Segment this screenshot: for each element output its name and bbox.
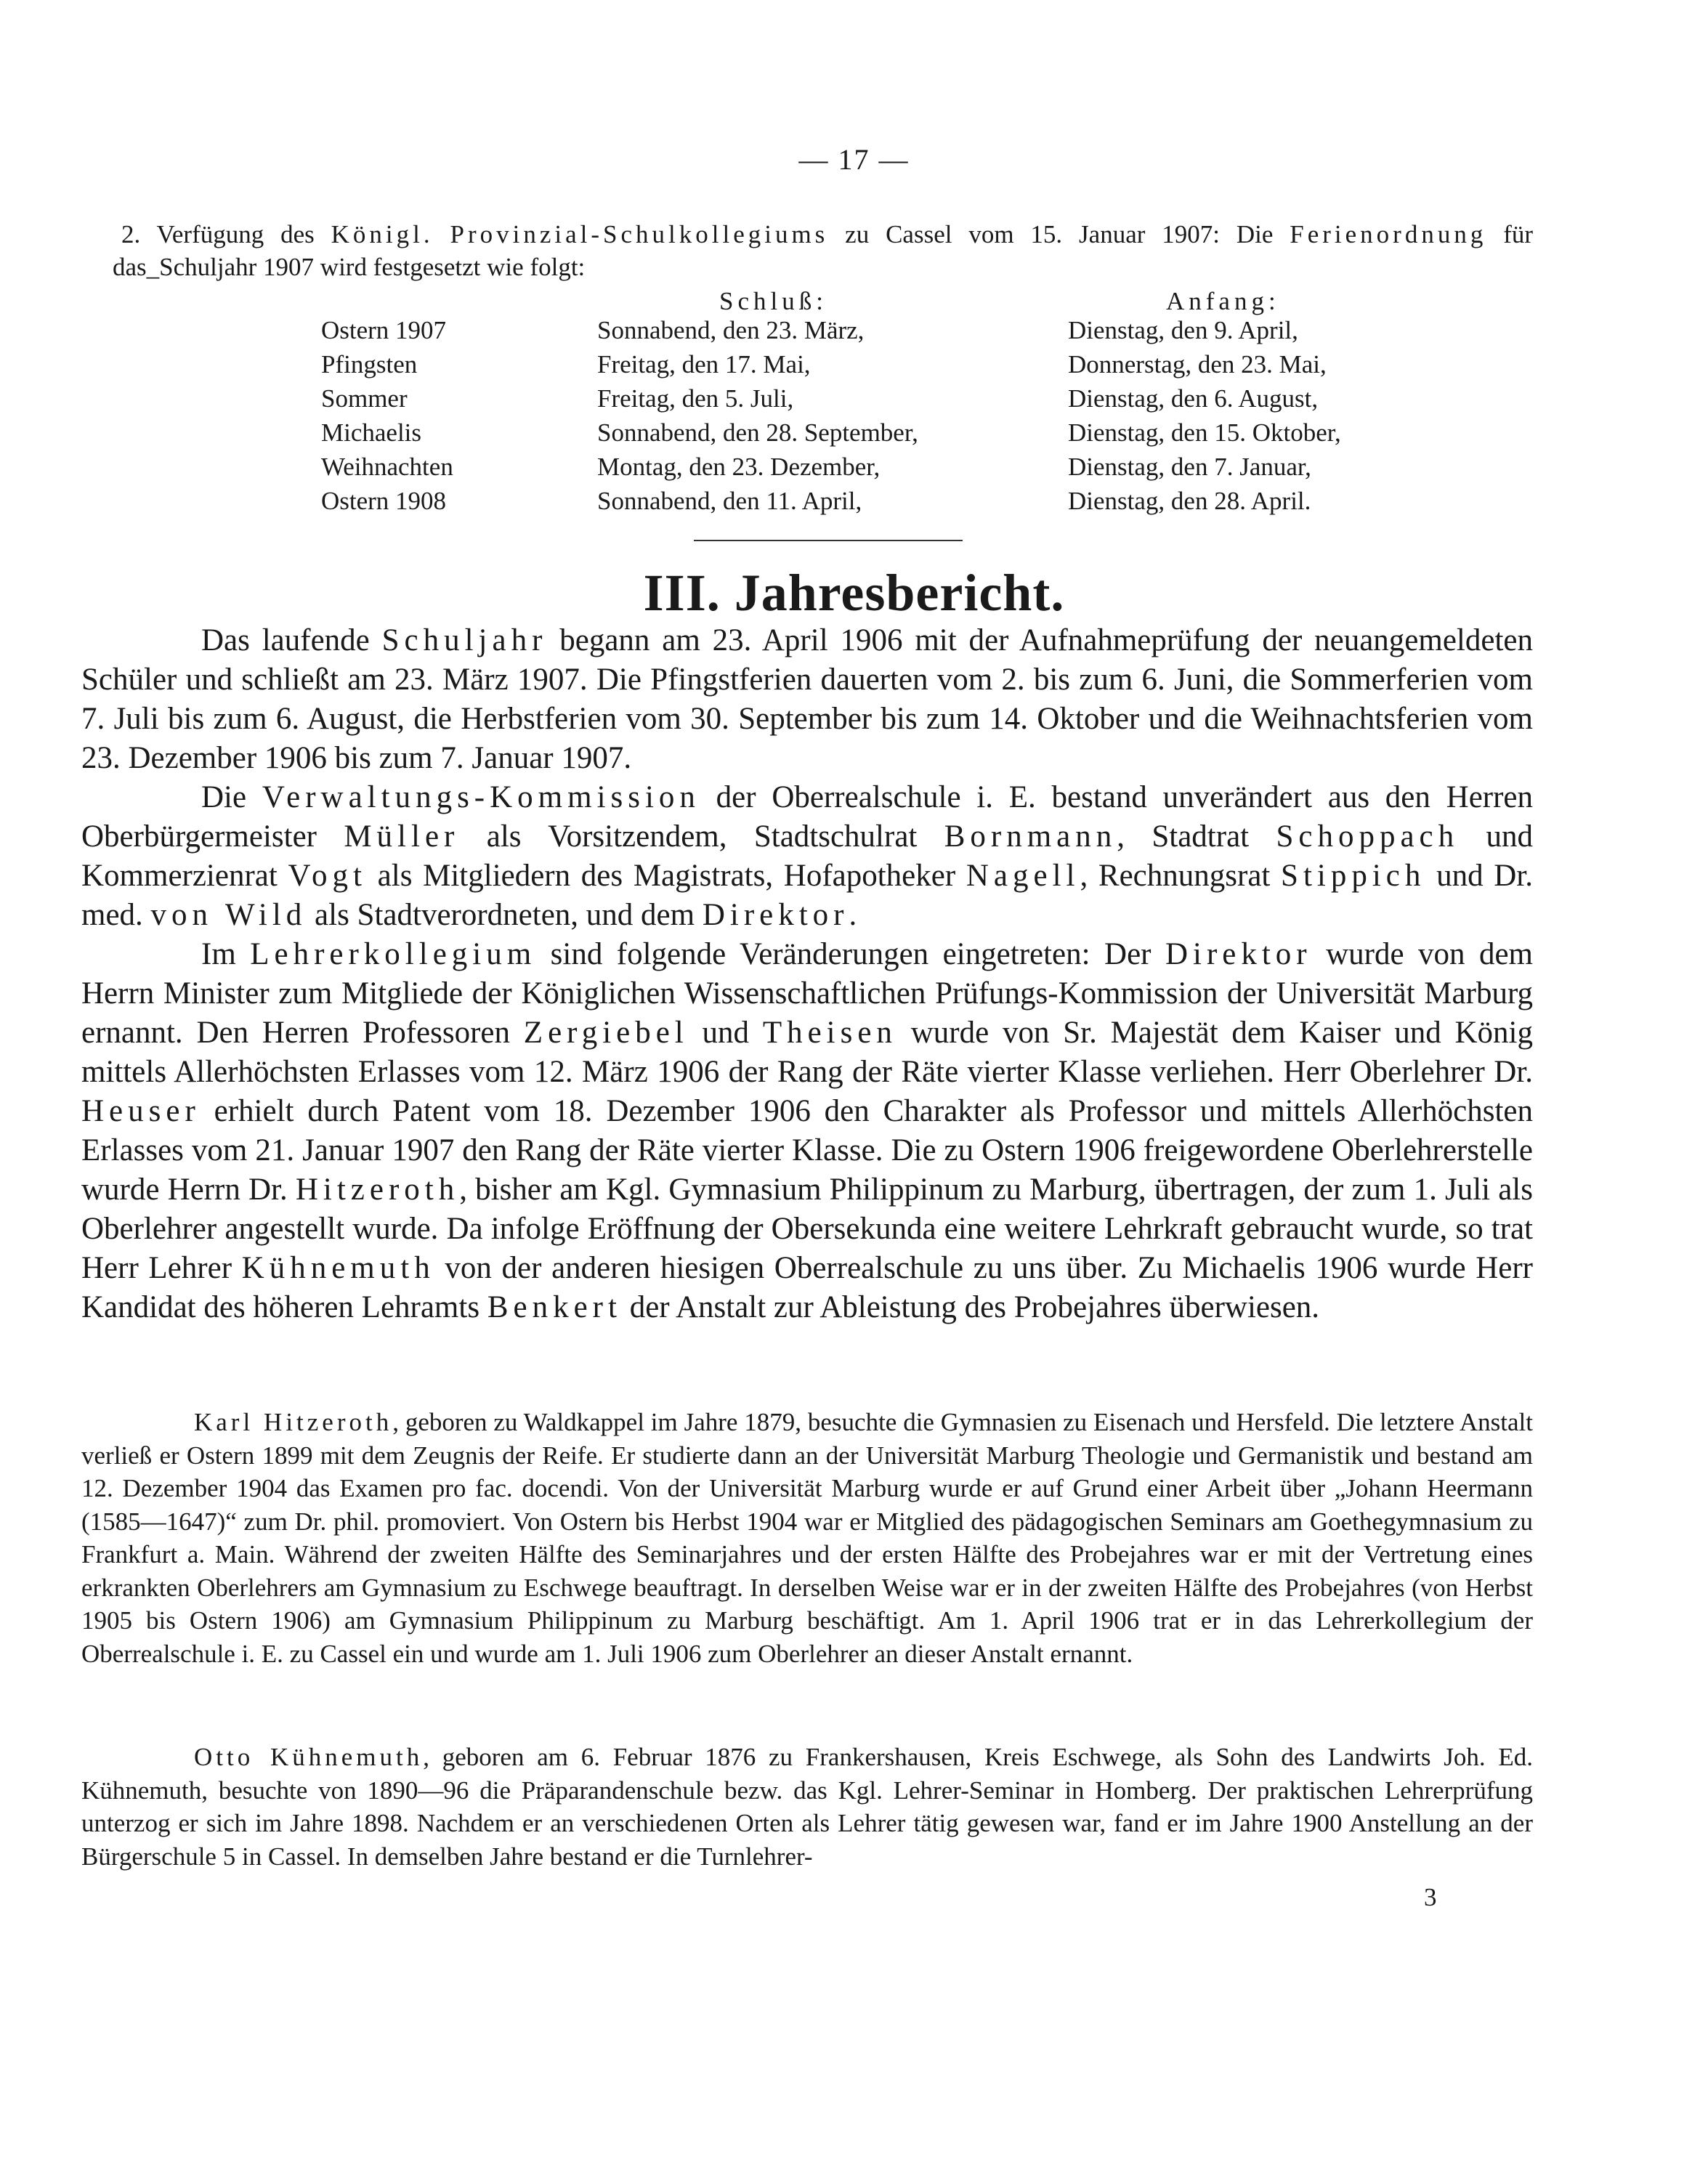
- text-run: als Vorsitzendem, Stadtschulrat: [459, 819, 944, 854]
- text-run: und Kommerzienrat: [81, 819, 1533, 893]
- vacation-name: Ostern 1907: [321, 316, 447, 344]
- section-divider: [694, 540, 963, 541]
- emphasis-direktor: Direktor: [702, 898, 849, 932]
- text-run: , bisher am Kgl. Gymnasium Philippinum zu Marburg, übertragen, der zum 1. Juli als Oberlehrer angestellt wurde. Da infolge Eröffnung der Obersekunda eine weitere Lehrkraft gebraucht wurde, so trat Herr Lehrer: [81, 1173, 1533, 1285]
- vacation-name: Ostern 1908: [321, 487, 447, 515]
- biography-hitzeroth: [81, 1406, 1533, 1670]
- text-run: als Mitgliedern des Magistrats, Hofapotheker: [366, 859, 966, 893]
- text-run: wurde von dem Herrn Minister zum Mitgliede der Königlichen Wissenschaftlichen Prüfungs-Kommission der Universität Marburg ernannt. Den Herren Professoren: [81, 937, 1533, 1050]
- vacation-row: [0, 384, 1708, 418]
- vacation-end: Sonnabend, den 23. März,: [597, 316, 865, 344]
- vacation-row: [0, 350, 1708, 384]
- paragraph-administration: [81, 778, 1533, 935]
- vacation-start: Dienstag, den 6. August,: [1068, 384, 1319, 413]
- sheet-signature: 3: [1424, 1883, 1437, 1911]
- vacation-end-header: Schluß:: [719, 287, 827, 315]
- text-run: .: [849, 898, 857, 932]
- decree-koenigl: Königl.: [331, 220, 434, 248]
- name-schoppach: Schoppach: [1276, 819, 1460, 854]
- text-run: und: [688, 1016, 763, 1050]
- biography-name: Karl Hitzeroth: [194, 1408, 393, 1436]
- decree-provinzial-schulkollegium: Provinzial-Schulkollegiums: [450, 220, 829, 248]
- decree-text: für das_Schuljahr 1907 wird festgesetzt wie folgt:: [113, 220, 1534, 281]
- page-number: — 17 —: [798, 143, 910, 176]
- paragraph-school-year: [81, 621, 1533, 778]
- text-run: begann am 23. April 1906 mit der Aufnahmeprüfung der neuangemeldeten Schüler und schließt am 23. März 1907. Die Pfingstferien dauerten vom 2. bis zum 6. Juni, die Sommerferien vom 7. Juli bis zum 6. August, die Herbstferien vom 30. September bis zum 14. Oktober und die Weihnachtsferien vom 23. Dezember 1906 bis zum 7. Januar 1907.: [81, 623, 1533, 775]
- name-stippich: Stippich: [1281, 859, 1426, 893]
- name-von-wild: von Wild: [150, 898, 307, 932]
- vacation-start: Dienstag, den 15. Oktober,: [1068, 418, 1341, 447]
- text-run: und Dr. med.: [81, 859, 1534, 932]
- text-run: der Oberrealschule i. E. bestand unverändert aus den Herren Oberbürgermeister: [81, 780, 1533, 854]
- vacation-end: Sonnabend, den 11. April,: [597, 487, 862, 515]
- text-run: als Stadtverordneten, und dem: [307, 898, 703, 932]
- vacation-name: Michaelis: [321, 418, 422, 447]
- vacation-end: Freitag, den 5. Juli,: [597, 384, 794, 413]
- name-heuser: Heuser: [81, 1094, 201, 1128]
- name-mueller: Müller: [344, 819, 460, 854]
- text-run: der Anstalt zur Ableistung des Probejahres überwiesen.: [621, 1290, 1320, 1324]
- biography-text: , geboren am 6. Februar 1876 zu Frankershausen, Kreis Eschwege, als Sohn des Landwirts Joh. Ed. Kühnemuth, besuchte von 1890—96 die Präparandenschule bezw. das Kgl. Lehrer-Seminar in Homberg. Der praktischen Lehrerprüfung unterzog er sich im Jahre 1898. Nachdem er an verschiedenen Orten als Lehrer tätig gewesen war, fand er im Jahre 1900 Anstellung an der Bürgerschule 5 in Cassel. In demselben Jahre bestand er die Turnlehrer-: [81, 1743, 1534, 1871]
- report-body: [81, 621, 1533, 1327]
- emphasis-schuljahr: Schuljahr: [381, 623, 548, 657]
- name-vogt: Vogt: [288, 859, 367, 893]
- emphasis-verwaltungs-kommission: Verwaltungs-Kommission: [262, 780, 700, 814]
- name-nagell: Nagell: [966, 859, 1080, 893]
- vacation-table: [0, 316, 1708, 521]
- text-run: erhielt durch Patent vom 18. Dezember 1906 den Charakter als Professor und mittels Allerhöchsten Erlasses vom 21. Januar 1907 den Rang der Räte vierter Klasse. Die zu Ostern 1906 freigewordene Oberlehrerstelle wurde Herrn Dr.: [81, 1094, 1533, 1207]
- vacation-start: Dienstag, den 28. April.: [1068, 487, 1311, 515]
- vacation-start: Donnerstag, den 23. Mai,: [1068, 350, 1327, 378]
- name-bornmann: Bornmann: [944, 819, 1117, 854]
- emphasis-lehrerkollegium: Lehrerkollegium: [250, 937, 537, 971]
- decree-text: zu Cassel vom 15. Januar 1907: Die: [828, 220, 1290, 248]
- vacation-row: [0, 316, 1708, 350]
- vacation-start-header: Anfang:: [1166, 287, 1280, 315]
- section-title: III. Jahresbericht.: [643, 564, 1065, 622]
- name-theisen: Theisen: [762, 1016, 897, 1050]
- text-run: sind folgende Veränderungen eingetreten: Der: [536, 937, 1165, 971]
- vacation-end: Montag, den 23. Dezember,: [597, 453, 881, 481]
- text-run: Die: [201, 780, 262, 814]
- vacation-name: Pfingsten: [321, 350, 418, 378]
- emphasis-direktor: Direktor: [1165, 937, 1312, 971]
- text-run: von der anderen hiesigen Oberrealschule zu uns über. Zu Michaelis 1906 wurde Herr Kandidat des höheren Lehramts: [81, 1251, 1533, 1324]
- decree-paragraph: [113, 218, 1533, 283]
- vacation-end: Freitag, den 17. Mai,: [597, 350, 811, 378]
- text-run: , Stadtrat: [1117, 819, 1276, 854]
- biography-kuehnemuth: [81, 1741, 1533, 1873]
- vacation-row: [0, 487, 1708, 521]
- name-kuehnemuth: Kühnemuth: [241, 1251, 435, 1285]
- text-run: Im: [201, 937, 251, 971]
- text-run: wurde von Sr. Majestät dem Kaiser und König mittels Allerhöchsten Erlasses vom 12. März 1906 der Rang der Räte vierter Klasse verliehen. Herr Oberlehrer Dr.: [81, 1016, 1534, 1089]
- paragraph-teaching-staff: [81, 935, 1533, 1327]
- decree-ferienordnung: Ferienordnung: [1290, 220, 1487, 248]
- decree-text: 2. Verfügung des: [121, 220, 331, 248]
- vacation-row: [0, 453, 1708, 487]
- vacation-name: Weihnachten: [321, 453, 453, 481]
- name-zergiebel: Zergiebel: [523, 1016, 689, 1050]
- biography-name: Otto Kühnemuth: [194, 1743, 424, 1771]
- text-run: Das laufende: [201, 623, 382, 657]
- decree-text: [434, 220, 450, 248]
- name-hitzeroth: Hitzeroth: [295, 1173, 460, 1207]
- text-run: , Rechnungsrat: [1080, 859, 1282, 893]
- vacation-start: Dienstag, den 7. Januar,: [1068, 453, 1311, 481]
- name-benkert: Benkert: [487, 1290, 622, 1324]
- vacation-name: Sommer: [321, 384, 408, 413]
- vacation-row: [0, 418, 1708, 453]
- vacation-start: Dienstag, den 9. April,: [1068, 316, 1298, 344]
- vacation-end: Sonnabend, den 28. September,: [597, 418, 918, 447]
- biography-text: , geboren zu Waldkappel im Jahre 1879, besuchte die Gymnasien zu Eisenach und Hersfeld. Die letztere Anstalt verließ er Ostern 1899 mit dem Zeugnis der Reife. Er studierte dann an der Universität Marburg Theologie und Germanistik und bestand am 12. Dezember 1904 das Examen pro fac. docendi. Von der Universität Marburg wurde er auf Grund einer Arbeit über „Johann Heermann (1585—1647)“ zum Dr. phil. promoviert. Von Ostern bis Herbst 1904 war er Mitglied des pädagogischen Seminars am Goethegymnasium zu Frankfurt a. Main. Während der zweiten Hälfte des Seminarjahres und der ersten Hälfte des Probejahres war er mit der Vertretung eines erkrankten Oberlehrers am Gymnasium zu Eschwege beauftragt. In derselben Weise war er in der zweiten Hälfte des Probejahres (von Herbst 1905 bis Ostern 1906) am Gymnasium Philippinum zu Marburg beschäftigt. Am 1. April 1906 trat er in das Lehrerkollegium der Oberrealschule i. E. zu Cassel ein und wurde am 1. Juli 1906 zum Oberlehrer an dieser Anstalt ernannt.: [81, 1408, 1533, 1668]
